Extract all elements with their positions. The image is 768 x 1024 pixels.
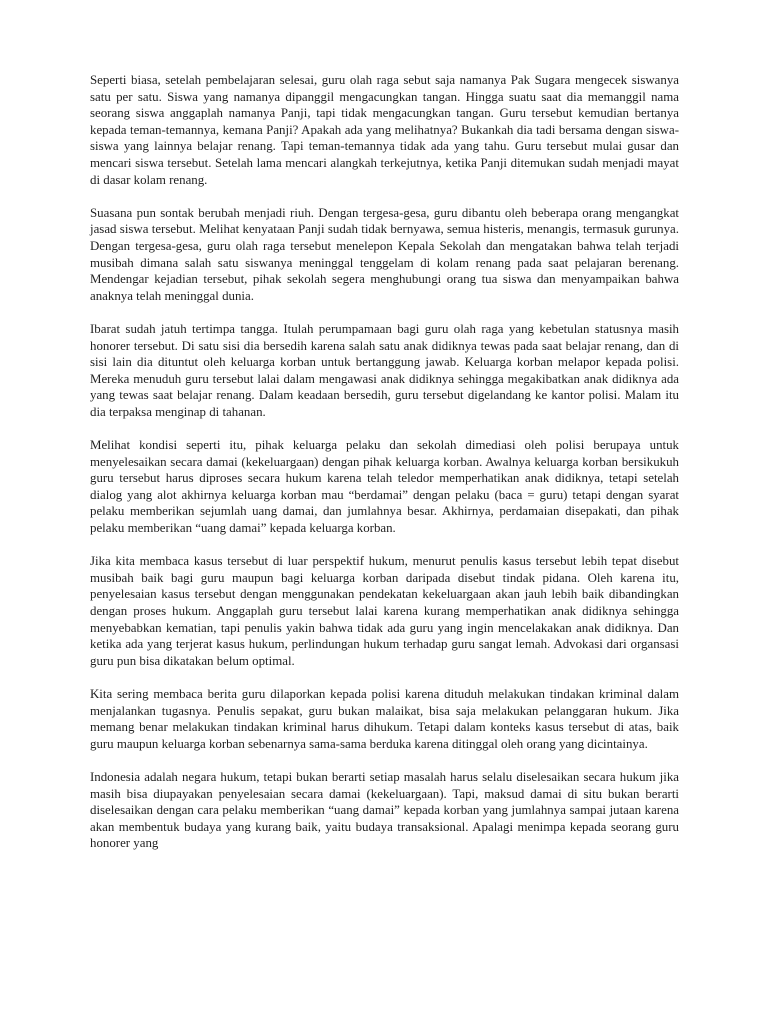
paragraph-6: Kita sering membaca berita guru dilaporkan kepada polisi karena dituduh melakukan tindakan kriminal dalam menjalankan tugasnya. Penulis sepakat, guru bukan malaikat, bisa saja melakukan pelanggaran hukum. Jika memang benar melakukan tindakan kriminal harus dihukum. Tetapi dalam konteks kasus tersebut di atas, baik guru maupun keluarga korban sebenarnya sama-sama berduka karena ditinggal oleh orang yang dicintainya. <box>90 686 679 751</box>
paragraph-4: Melihat kondisi seperti itu, pihak keluarga pelaku dan sekolah dimediasi oleh polisi berupaya untuk menyelesaikan secara damai (kekeluargaan) dengan pihak keluarga korban. Awalnya keluarga korban bersikukuh guru tersebut harus diproses secara hukum karena telah teledor memperhatikan anak didiknya, tetapi setelah dialog yang alot akhirnya keluarga korban mau “berdamai” dengan pelaku (baca = guru) tetapi dengan syarat pelaku memberikan sejumlah uang damai, dan jumlahnya besar. Akhirnya, perdamaian disepakati, dan pihak pelaku memberikan “uang damai” kepada keluarga korban. <box>90 438 679 536</box>
paragraph-1: Seperti biasa, setelah pembelajaran selesai, guru olah raga sebut saja namanya Pak Sugara mengecek siswanya satu per satu. Siswa yang namanya dipanggil mengacungkan tangan. Hingga suatu saat dia memanggil nama seorang siswa anggaplah namanya Panji, tapi tidak mengacungkan tangan. Guru tersebut kemudian bertanya kepada teman-temannya, kemana Panji? Apakah ada yang melihatnya? Bukankah dia tadi bersama dengan siswa-siswa yang lainnya belajar renang. Tapi teman-temannya tidak ada yang tahu. Guru tersebut mulai gusar dan mencari siswa tersebut. Setelah lama mencari alangkah terkejutnya, ketika Panji ditemukan sudah menjadi mayat di dasar kolam renang. <box>90 73 679 187</box>
paragraph-7: Indonesia adalah negara hukum, tetapi bukan berarti setiap masalah harus selalu diselesaikan secara hukum jika masih bisa diupayakan penyelesaian secara damai (kekeluargaan). Tapi, maksud damai di situ bukan berarti diselesaikan dengan cara pelaku memberikan “uang damai” kepada korban yang jumlahnya sampai jutaan karena akan membentuk budaya yang kurang baik, yaitu budaya transaksional. Apalagi menimpa kepada seorang guru honorer yang <box>90 769 679 851</box>
paragraph-5: Jika kita membaca kasus tersebut di luar perspektif hukum, menurut penulis kasus tersebut lebih tepat disebut musibah baik bagi guru maupun bagi keluarga korban daripada disebut tindak pidana. Oleh karena itu, penyelesaian kasus tersebut dengan menggunakan pendekatan kekeluargaan akan jauh lebih baik dibandingkan dengan proses hukum. Anggaplah guru tersebut lalai karena kurang memperhatikan anak didiknya sehingga menyebabkan kematian, tapi penulis yakin bahwa tidak ada guru yang ingin mencelakakan anak didiknya. Dan ketika ada yang terjerat kasus hukum, perlindungan hukum terhadap guru sangat lemah. Advokasi dari organsasi guru pun bisa dikatakan belum optimal. <box>90 554 679 668</box>
paragraph-3: Ibarat sudah jatuh tertimpa tangga. Itulah perumpamaan bagi guru olah raga yang kebetulan statusnya masih honorer tersebut. Di satu sisi dia bersedih karena salah satu anak didiknya tewas pada saat belajar renang, dan di sisi lain dia dituntut oleh keluarga korban untuk bertanggung jawab. Keluarga korban melapor kepada polisi. Mereka menuduh guru tersebut lalai dalam mengawasi anak didiknya sehingga megakibatkan anak didiknya ada yang tewas saat belajar renang. Dalam keadaan bersedih, guru tersebut digelandang ke kantor polisi. Malam itu dia terpaksa menginap di tahanan. <box>90 321 679 419</box>
article-body <box>90 72 679 869</box>
paragraph-2: Suasana pun sontak berubah menjadi riuh. Dengan tergesa-gesa, guru dibantu oleh beberapa orang mengangkat jasad siswa tersebut. Melihat kenyataan Panji sudah tidak bernyawa, semua histeris, menangis, termasuk gurunya. Dengan tergesa-gesa, guru olah raga tersebut menelepon Kepala Sekolah dan mengatakan bahwa telah terjadi musibah dimana salah satu siswanya meninggal tenggelam di kolam renang pada saat pelajaran berenang. Mendengar kejadian tersebut, pihak sekolah segera menghubungi orang tua siswa dan menyampaikan bahwa anaknya telah meninggal dunia. <box>90 205 679 303</box>
